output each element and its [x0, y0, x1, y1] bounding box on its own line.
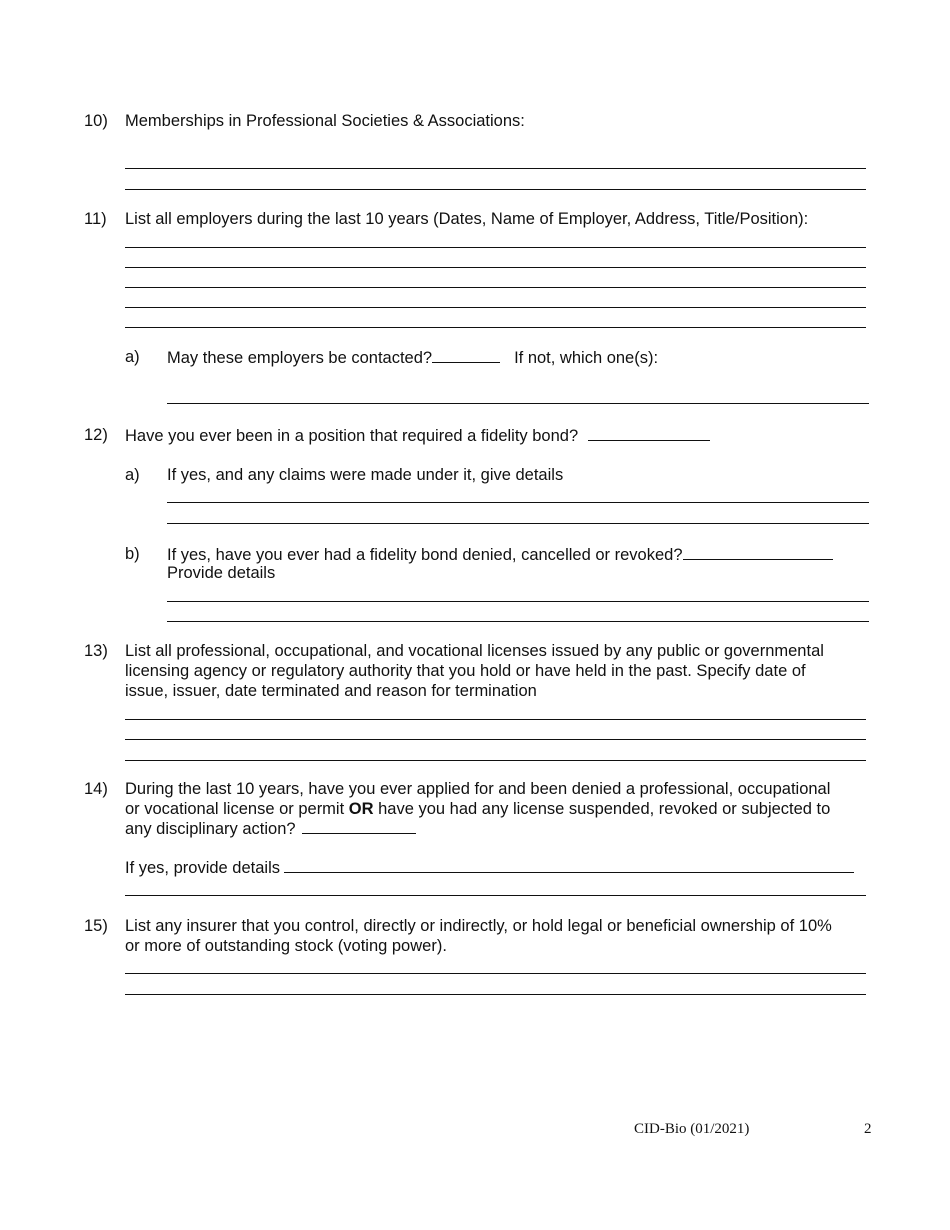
q10-answer-line[interactable]	[125, 168, 866, 169]
q11a-answer-line[interactable]	[167, 403, 869, 404]
q11a-text	[167, 348, 658, 368]
q12a-text: If yes, and any claims were made under it, give details	[167, 466, 564, 484]
q15-text-line: or more of outstanding stock (voting power).	[125, 937, 447, 955]
q12b-question: If yes, have you ever had a fidelity bond denied, cancelled or revoked?	[167, 546, 683, 564]
q10-answer-line[interactable]	[125, 189, 866, 190]
q11a-question: May these employers be contacted?	[167, 349, 433, 367]
q10-number: 10)	[84, 112, 108, 130]
q12-answer-blank[interactable]	[588, 426, 710, 441]
q12b-label: b)	[125, 545, 140, 563]
q14-details-row	[125, 858, 854, 878]
q13-answer-line[interactable]	[125, 760, 866, 761]
q14-details-blank[interactable]	[284, 858, 854, 873]
q11-answer-line[interactable]	[125, 267, 866, 268]
q14-number: 14)	[84, 780, 108, 798]
q12-text	[125, 426, 710, 446]
q15-answer-line[interactable]	[125, 994, 866, 995]
q11-answer-line[interactable]	[125, 287, 866, 288]
q13-answer-line[interactable]	[125, 739, 866, 740]
q11a-followup: If not, which one(s):	[514, 349, 659, 367]
q11-text: List all employers during the last 10 years (Dates, Name of Employer, Address, Title/Position):	[125, 210, 809, 228]
q15-number: 15)	[84, 917, 108, 935]
q13-text-line: issue, issuer, date terminated and reason for termination	[125, 682, 537, 700]
q14-details-label: If yes, provide details	[125, 859, 280, 877]
footer-page-number: 2	[864, 1121, 872, 1137]
q14-line2-post: have you had any license suspended, revoked or subjected to	[373, 800, 831, 818]
q12b-text2: Provide details	[167, 564, 276, 582]
footer-form-id: CID-Bio (01/2021)	[634, 1121, 750, 1137]
q13-text-line: licensing agency or regulatory authority that you hold or have held in the past. Specify date of	[125, 662, 806, 680]
q12a-answer-line[interactable]	[167, 502, 869, 503]
q12-question: Have you ever been in a position that required a fidelity bond?	[125, 427, 579, 445]
q11-answer-line[interactable]	[125, 307, 866, 308]
q14-answer-line[interactable]	[125, 895, 866, 896]
q15-answer-line[interactable]	[125, 973, 866, 974]
q10-text: Memberships in Professional Societies & Associations:	[125, 112, 525, 130]
q12b-text	[167, 545, 833, 565]
q11-answer-line[interactable]	[125, 327, 866, 328]
q12b-answer-line[interactable]	[167, 621, 869, 622]
q13-number: 13)	[84, 642, 108, 660]
q14-line2-pre: or vocational license or permit	[125, 800, 349, 818]
q15-text-line: List any insurer that you control, directly or indirectly, or hold legal or beneficial ownership of 10%	[125, 917, 832, 935]
q13-text-line: List all professional, occupational, and vocational licenses issued by any public or governmental	[125, 642, 824, 660]
q13-answer-line[interactable]	[125, 719, 866, 720]
q11a-answer-blank[interactable]	[432, 348, 500, 363]
q11-answer-line[interactable]	[125, 247, 866, 248]
q12a-answer-line[interactable]	[167, 523, 869, 524]
q12b-answer-blank[interactable]	[683, 545, 833, 560]
q12a-label: a)	[125, 466, 140, 484]
q11-number: 11)	[84, 210, 107, 228]
q14-text-line1: During the last 10 years, have you ever applied for and been denied a professional, occupational	[125, 780, 831, 798]
q12-number: 12)	[84, 426, 108, 444]
q14-text-line3	[125, 819, 416, 839]
q14-answer-blank[interactable]	[302, 819, 416, 834]
q14-line3-text: any disciplinary action?	[125, 820, 296, 838]
q14-text-line2	[125, 800, 830, 819]
q11a-label: a)	[125, 348, 140, 366]
q12b-answer-line[interactable]	[167, 601, 869, 602]
q14-line2-bold: OR	[348, 800, 374, 818]
